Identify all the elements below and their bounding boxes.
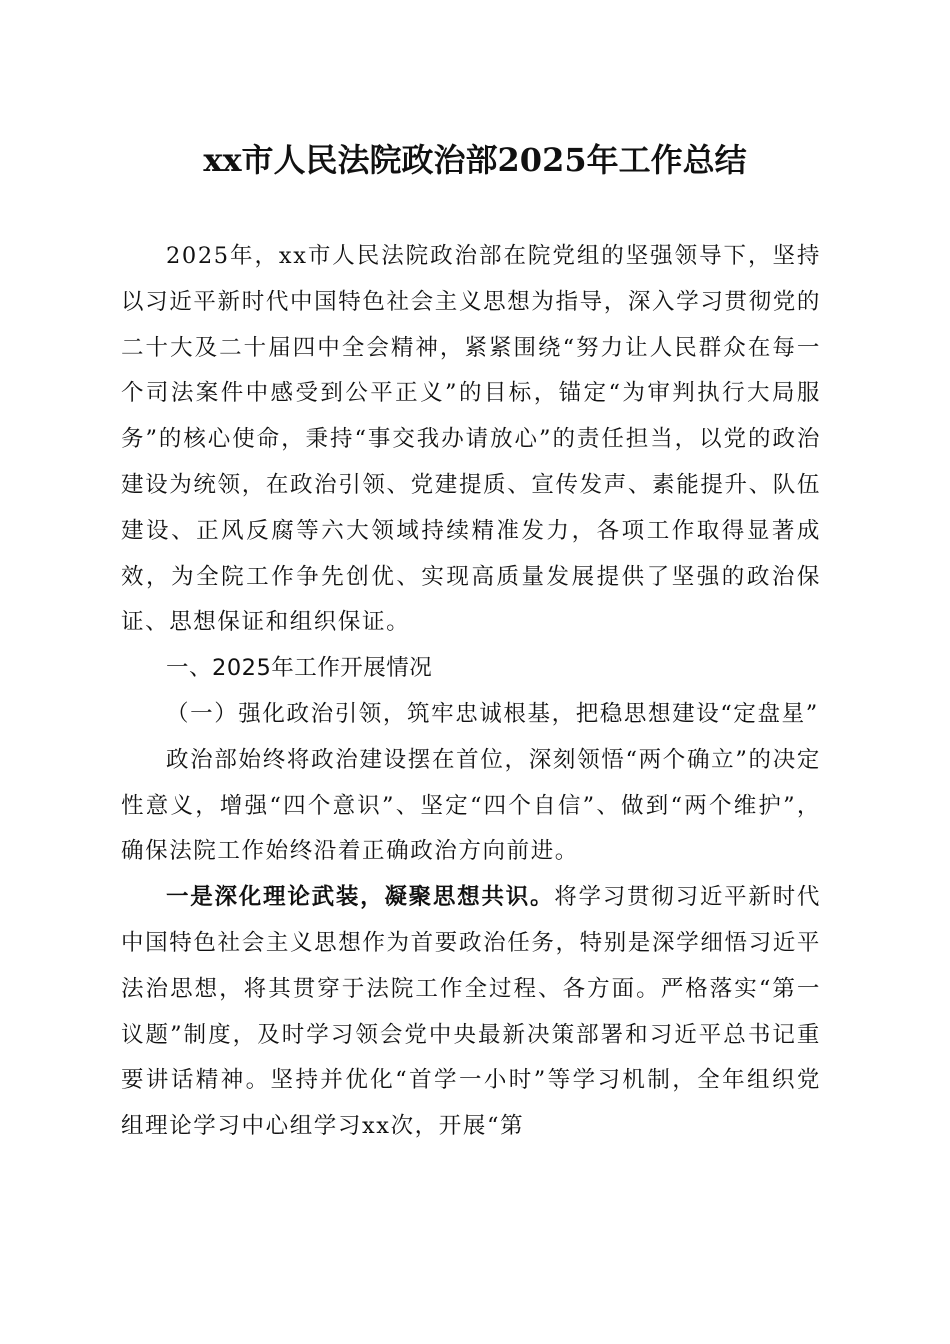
subsection1-intro-paragraph: 政治部始终将政治建设摆在首位，深刻领悟“两个确立”的决定性意义，增强“四个意识”、坚定“四个自信”、做到“两个维护”，确保法院工作始终沿着正确政治方向前进。 xyxy=(121,746,821,865)
point1-paragraph xyxy=(121,875,821,1150)
subsection1-heading: （一）强化政治引领，筑牢忠诚根基，把稳思想建设“定盘星” xyxy=(166,700,819,727)
point1-lead: 一是深化理论武装，凝聚思想共识。 xyxy=(166,884,555,911)
section1-heading: 一、2025年工作开展情况 xyxy=(166,655,433,682)
point1-body: 将学习贯彻习近平新时代中国特色社会主义思想作为首要政治任务，特别是深学细悟习近平法治思想，将其贯穿于法院工作全过程、各方面。严格落实“第一议题”制度，及时学习领会党中央最新决策部署和习近平总书记重要讲话精神。坚持并优化“首学一小时”等学习机制，全年组织党组理论学习中心组学习xx次，开展“第 xyxy=(121,884,821,1140)
document-body xyxy=(121,234,821,1150)
document-title: xx市人民法院政治部2025年工作总结 xyxy=(203,141,747,179)
intro-paragraph: 2025年，xx市人民法院政治部在院党组的坚强领导下，坚持以习近平新时代中国特色社会主义思想为指导，深入学习贯彻党的二十大及二十届四中全会精神，紧紧围绕“努力让人民群众在每一个司法案件中感受到公平正义”的目标，锚定“为审判执行大局服务”的核心使命，秉持“事交我办请放心”的责任担当，以党的政治建设为统领，在政治引领、党建提质、宣传发声、素能提升、队伍建设、正风反腐等六大领域持续精准发力，各项工作取得显著成效，为全院工作争先创优、实现高质量发展提供了坚强的政治保证、思想保证和组织保证。 xyxy=(121,243,821,636)
